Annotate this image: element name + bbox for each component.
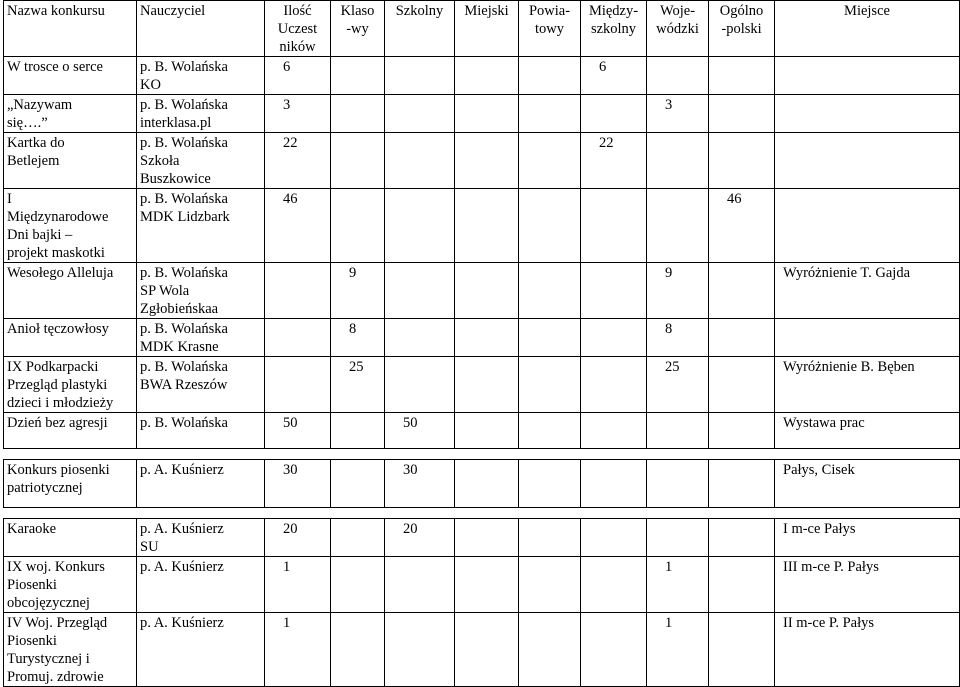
cell-city <box>455 263 519 319</box>
cell-city <box>455 189 519 263</box>
table-row <box>4 263 960 319</box>
cell-district <box>519 557 581 613</box>
cell-interschool: 6 <box>581 57 647 95</box>
cell-teacher: p. B. Wolańska MDK Krasne <box>137 319 265 357</box>
cell-city <box>455 460 519 508</box>
cell-city <box>455 133 519 189</box>
cell-voivodeship <box>647 57 709 95</box>
cell-place: Wystawa prac <box>775 413 960 449</box>
cell-interschool <box>581 319 647 357</box>
cell-district <box>519 133 581 189</box>
cell-name: Anioł tęczowłosy <box>4 319 137 357</box>
cell-count: 3 <box>265 95 331 133</box>
table-row <box>4 413 960 449</box>
cell-teacher: p. A. Kuśnierz <box>137 613 265 687</box>
cell-district <box>519 613 581 687</box>
cell-class <box>331 557 385 613</box>
cell-school <box>385 57 455 95</box>
cell-count: 1 <box>265 613 331 687</box>
cell-count: 30 <box>265 460 331 508</box>
cell-place: II m-ce P. Pałys <box>775 613 960 687</box>
cell-district <box>519 357 581 413</box>
cell-city <box>455 57 519 95</box>
cell-national <box>709 57 775 95</box>
header-count: Ilość Uczest ników <box>265 1 331 57</box>
cell-national <box>709 263 775 319</box>
cell-class <box>331 95 385 133</box>
cell-national <box>709 319 775 357</box>
cell-name: Karaoke <box>4 519 137 557</box>
header-place: Miejsce <box>775 1 960 57</box>
cell-class <box>331 133 385 189</box>
cell-national <box>709 95 775 133</box>
cell-school: 20 <box>385 519 455 557</box>
cell-class: 8 <box>331 319 385 357</box>
cell-city <box>455 95 519 133</box>
cell-national <box>709 557 775 613</box>
cell-teacher: p. B. Wolańska BWA Rzeszów <box>137 357 265 413</box>
cell-name: „Nazywam się….” <box>4 95 137 133</box>
cell-class: 25 <box>331 357 385 413</box>
cell-district <box>519 95 581 133</box>
cell-place: Wyróżnienie B. Bęben <box>775 357 960 413</box>
header-national: Ogólno -polski <box>709 1 775 57</box>
cell-class <box>331 519 385 557</box>
cell-national <box>709 613 775 687</box>
cell-class <box>331 189 385 263</box>
cell-voivodeship: 3 <box>647 95 709 133</box>
header-district: Powia- towy <box>519 1 581 57</box>
cell-school: 30 <box>385 460 455 508</box>
cell-place <box>775 57 960 95</box>
cell-interschool <box>581 263 647 319</box>
cell-place: I m-ce Pałys <box>775 519 960 557</box>
cell-school <box>385 263 455 319</box>
cell-place: III m-ce P. Pałys <box>775 557 960 613</box>
cell-voivodeship: 25 <box>647 357 709 413</box>
cell-voivodeship <box>647 460 709 508</box>
cell-voivodeship <box>647 519 709 557</box>
cell-interschool <box>581 189 647 263</box>
cell-voivodeship <box>647 413 709 449</box>
cell-national <box>709 357 775 413</box>
cell-count: 1 <box>265 557 331 613</box>
cell-class <box>331 57 385 95</box>
cell-interschool <box>581 460 647 508</box>
cell-district <box>519 57 581 95</box>
cell-name: IV Woj. Przegląd Piosenki Turystycznej i Promuj. zdrowie <box>4 613 137 687</box>
cell-count: 20 <box>265 519 331 557</box>
table-row <box>4 557 960 613</box>
cell-place: Wyróżnienie T. Gajda <box>775 263 960 319</box>
cell-name: Kartka do Betlejem <box>4 133 137 189</box>
cell-district <box>519 189 581 263</box>
table-row <box>4 133 960 189</box>
cell-teacher: p. B. Wolańska interklasa.pl <box>137 95 265 133</box>
cell-city <box>455 319 519 357</box>
cell-teacher: p. B. Wolańska KO <box>137 57 265 95</box>
cell-teacher: p. B. Wolańska Szkoła Buszkowice <box>137 133 265 189</box>
cell-count: 50 <box>265 413 331 449</box>
cell-class <box>331 613 385 687</box>
cell-voivodeship: 1 <box>647 557 709 613</box>
cell-school <box>385 95 455 133</box>
cell-interschool: 22 <box>581 133 647 189</box>
cell-interschool <box>581 95 647 133</box>
cell-count: 46 <box>265 189 331 263</box>
table-body <box>4 1 960 687</box>
cell-school <box>385 319 455 357</box>
table-row <box>4 357 960 413</box>
cell-interschool <box>581 519 647 557</box>
table-header-row <box>4 1 960 57</box>
cell-district <box>519 519 581 557</box>
cell-place <box>775 189 960 263</box>
cell-district <box>519 319 581 357</box>
cell-name: IX woj. Konkurs Piosenki obcojęzycznej <box>4 557 137 613</box>
table-row <box>4 57 960 95</box>
cell-district <box>519 413 581 449</box>
cell-city <box>455 613 519 687</box>
cell-class <box>331 413 385 449</box>
cell-class: 9 <box>331 263 385 319</box>
cell-city <box>455 519 519 557</box>
cell-teacher: p. A. Kuśnierz <box>137 557 265 613</box>
cell-teacher: p. B. Wolańska <box>137 413 265 449</box>
cell-interschool <box>581 357 647 413</box>
table-row <box>4 189 960 263</box>
header-interschool: Między- szkolny <box>581 1 647 57</box>
cell-name: Konkurs piosenki patriotycznej <box>4 460 137 508</box>
header-city: Miejski <box>455 1 519 57</box>
cell-name: Wesołego Alleluja <box>4 263 137 319</box>
header-teacher: Nauczyciel <box>137 1 265 57</box>
cell-city <box>455 413 519 449</box>
spacer-cell <box>4 449 960 460</box>
cell-name: I Międzynarodowe Dni bajki – projekt maskotki <box>4 189 137 263</box>
header-school: Szkolny <box>385 1 455 57</box>
cell-school <box>385 133 455 189</box>
table-row <box>4 519 960 557</box>
cell-name: Dzień bez agresji <box>4 413 137 449</box>
cell-school <box>385 189 455 263</box>
cell-class <box>331 460 385 508</box>
cell-school <box>385 357 455 413</box>
header-class: Klaso -wy <box>331 1 385 57</box>
cell-city <box>455 357 519 413</box>
table-spacer-row <box>4 449 960 460</box>
table-row <box>4 613 960 687</box>
cell-name: W trosce o serce <box>4 57 137 95</box>
spacer-cell <box>4 508 960 519</box>
cell-voivodeship: 9 <box>647 263 709 319</box>
cell-teacher: p. B. Wolańska SP Wola Zgłobieńskaa <box>137 263 265 319</box>
cell-voivodeship: 8 <box>647 319 709 357</box>
cell-count: 6 <box>265 57 331 95</box>
table-spacer-row <box>4 508 960 519</box>
cell-count: 22 <box>265 133 331 189</box>
cell-city <box>455 557 519 613</box>
cell-voivodeship <box>647 133 709 189</box>
cell-district <box>519 460 581 508</box>
cell-voivodeship: 1 <box>647 613 709 687</box>
cell-district <box>519 263 581 319</box>
cell-teacher: p. A. Kuśnierz SU <box>137 519 265 557</box>
cell-count <box>265 357 331 413</box>
cell-place <box>775 319 960 357</box>
cell-teacher: p. A. Kuśnierz <box>137 460 265 508</box>
cell-count <box>265 263 331 319</box>
cell-national <box>709 519 775 557</box>
cell-school <box>385 613 455 687</box>
cell-interschool <box>581 413 647 449</box>
cell-count <box>265 319 331 357</box>
cell-school <box>385 557 455 613</box>
cell-place: Pałys, Cisek <box>775 460 960 508</box>
table-row <box>4 319 960 357</box>
header-voivodeship: Woje- wódzki <box>647 1 709 57</box>
cell-place <box>775 95 960 133</box>
cell-national: 46 <box>709 189 775 263</box>
table-row <box>4 460 960 508</box>
cell-school: 50 <box>385 413 455 449</box>
cell-name: IX Podkarpacki Przegląd plastyki dzieci i młodzieży <box>4 357 137 413</box>
cell-national <box>709 460 775 508</box>
header-name: Nazwa konkursu <box>4 1 137 57</box>
cell-national <box>709 133 775 189</box>
cell-teacher: p. B. Wolańska MDK Lidzbark <box>137 189 265 263</box>
cell-place <box>775 133 960 189</box>
cell-voivodeship <box>647 189 709 263</box>
table-row <box>4 95 960 133</box>
cell-interschool <box>581 613 647 687</box>
cell-interschool <box>581 557 647 613</box>
competitions-table <box>3 0 960 687</box>
cell-national <box>709 413 775 449</box>
